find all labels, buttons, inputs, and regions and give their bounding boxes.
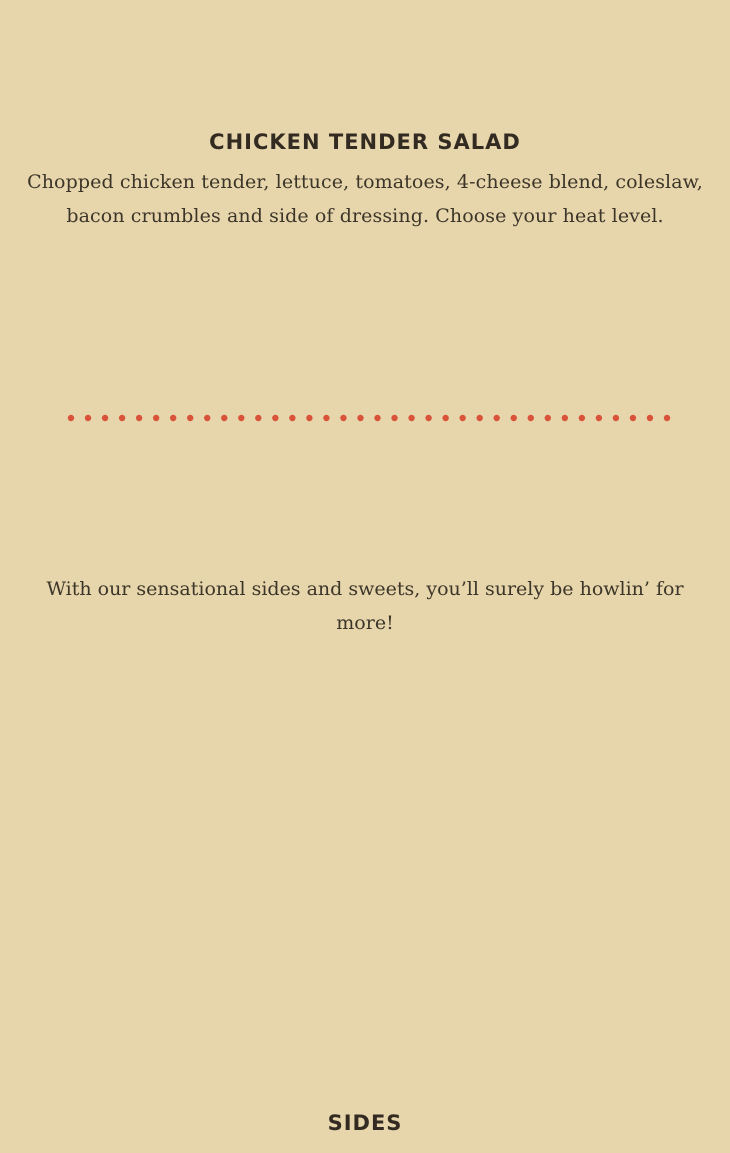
divider-dot <box>289 415 295 421</box>
divider-dot <box>562 415 568 421</box>
divider-dot <box>187 415 193 421</box>
divider-dot <box>545 415 551 421</box>
section-heading-sides: SIDES <box>327 1111 403 1135</box>
divider-dot <box>221 415 227 421</box>
divider-dot <box>68 415 74 421</box>
divider-dot <box>647 415 653 421</box>
divider-dot <box>494 415 500 421</box>
divider-dot <box>153 415 159 421</box>
divider-dot <box>391 415 397 421</box>
divider-dot <box>136 415 142 421</box>
menu-item-description: Chopped chicken tender, lettuce, tomatoes, 4-cheese blend, coleslaw, bacon crumbles and side of dressing. Choose your heat level. <box>27 171 703 227</box>
divider-dot <box>238 415 244 421</box>
divider-dot <box>102 415 108 421</box>
dotted-divider-graphic <box>65 413 673 423</box>
divider-dot <box>306 415 312 421</box>
divider-dot <box>323 415 329 421</box>
divider-dot <box>340 415 346 421</box>
sides-intro-text: With our sensational sides and sweets, you’ll surely be howlin’ for more! <box>46 578 684 634</box>
dotted-divider <box>65 413 673 423</box>
divider-dot <box>511 415 517 421</box>
divider-dot <box>119 415 125 421</box>
divider-dot <box>425 415 431 421</box>
divider-dot <box>596 415 602 421</box>
divider-dot <box>255 415 261 421</box>
divider-dot <box>272 415 278 421</box>
divider-dot <box>204 415 210 421</box>
divider-dot <box>442 415 448 421</box>
divider-dot <box>459 415 465 421</box>
divider-dot <box>528 415 534 421</box>
divider-dot <box>357 415 363 421</box>
divider-dot <box>613 415 619 421</box>
divider-dot <box>408 415 414 421</box>
divider-dot <box>170 415 176 421</box>
divider-dot <box>579 415 585 421</box>
divider-dot <box>374 415 380 421</box>
divider-dot <box>664 415 670 421</box>
divider-dot <box>630 415 636 421</box>
menu-item-title: CHICKEN TENDER SALAD <box>209 130 521 154</box>
divider-dot <box>476 415 482 421</box>
divider-dot <box>85 415 91 421</box>
